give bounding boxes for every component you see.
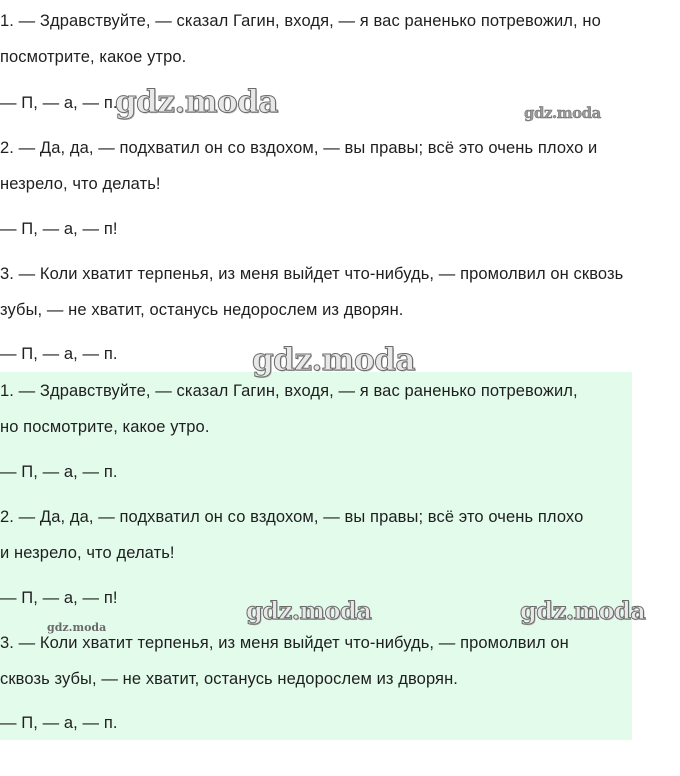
question-line-4: 2. — Да, да, — подхватил он со вздохом, — вы правы; всё это очень плохо и	[0, 139, 598, 157]
watermark-logo: gdz.moda	[252, 342, 415, 378]
answer-line-9: — П, — а, — п.	[0, 714, 118, 732]
question-line-2: посмотрите, какое утро.	[0, 48, 187, 66]
question-line-1: 1. — Здравствуйте, — сказал Гагин, входя, — я вас раненько потревожил, но	[0, 12, 601, 30]
question-line-9: — П, — а, — п.	[0, 345, 118, 363]
question-line-8: зубы, — не хватит, останусь недорослем из дворян.	[0, 301, 404, 319]
watermark-logo: gdz.moda	[246, 596, 372, 625]
watermark-logo: gdz.moda	[524, 104, 601, 122]
answer-line-3: — П, — а, — п.	[0, 463, 118, 481]
answer-line-2: но посмотрите, какое утро.	[0, 418, 210, 436]
answer-line-4: 2. — Да, да, — подхватил он со вздохом, — вы правы; всё это очень плохо	[0, 508, 584, 526]
answer-line-8: сквозь зубы, — не хватит, останусь недорослем из дворян.	[0, 670, 458, 688]
question-line-6: — П, — а, — п!	[0, 220, 118, 238]
answer-line-1: 1. — Здравствуйте, — сказал Гагин, входя, — я вас раненько потревожил,	[0, 382, 578, 400]
watermark-logo: gdz.moda	[115, 84, 278, 120]
question-line-5: незрело, что делать!	[0, 175, 161, 193]
answer-line-6: — П, — а, — п!	[0, 589, 118, 607]
answer-line-7: 3. — Коли хватит терпенья, из меня выйдет что-нибудь, — промолвил он	[0, 634, 569, 652]
answer-line-5: и незрело, что делать!	[0, 544, 175, 562]
question-line-3: — П, — а, — п.	[0, 94, 118, 112]
watermark-logo: gdz.moda	[520, 596, 646, 625]
question-line-7: 3. — Коли хватит терпенья, из меня выйдет что-нибудь, — промолвил он сквозь	[0, 265, 624, 283]
watermark-logo: gdz.moda	[47, 621, 107, 634]
